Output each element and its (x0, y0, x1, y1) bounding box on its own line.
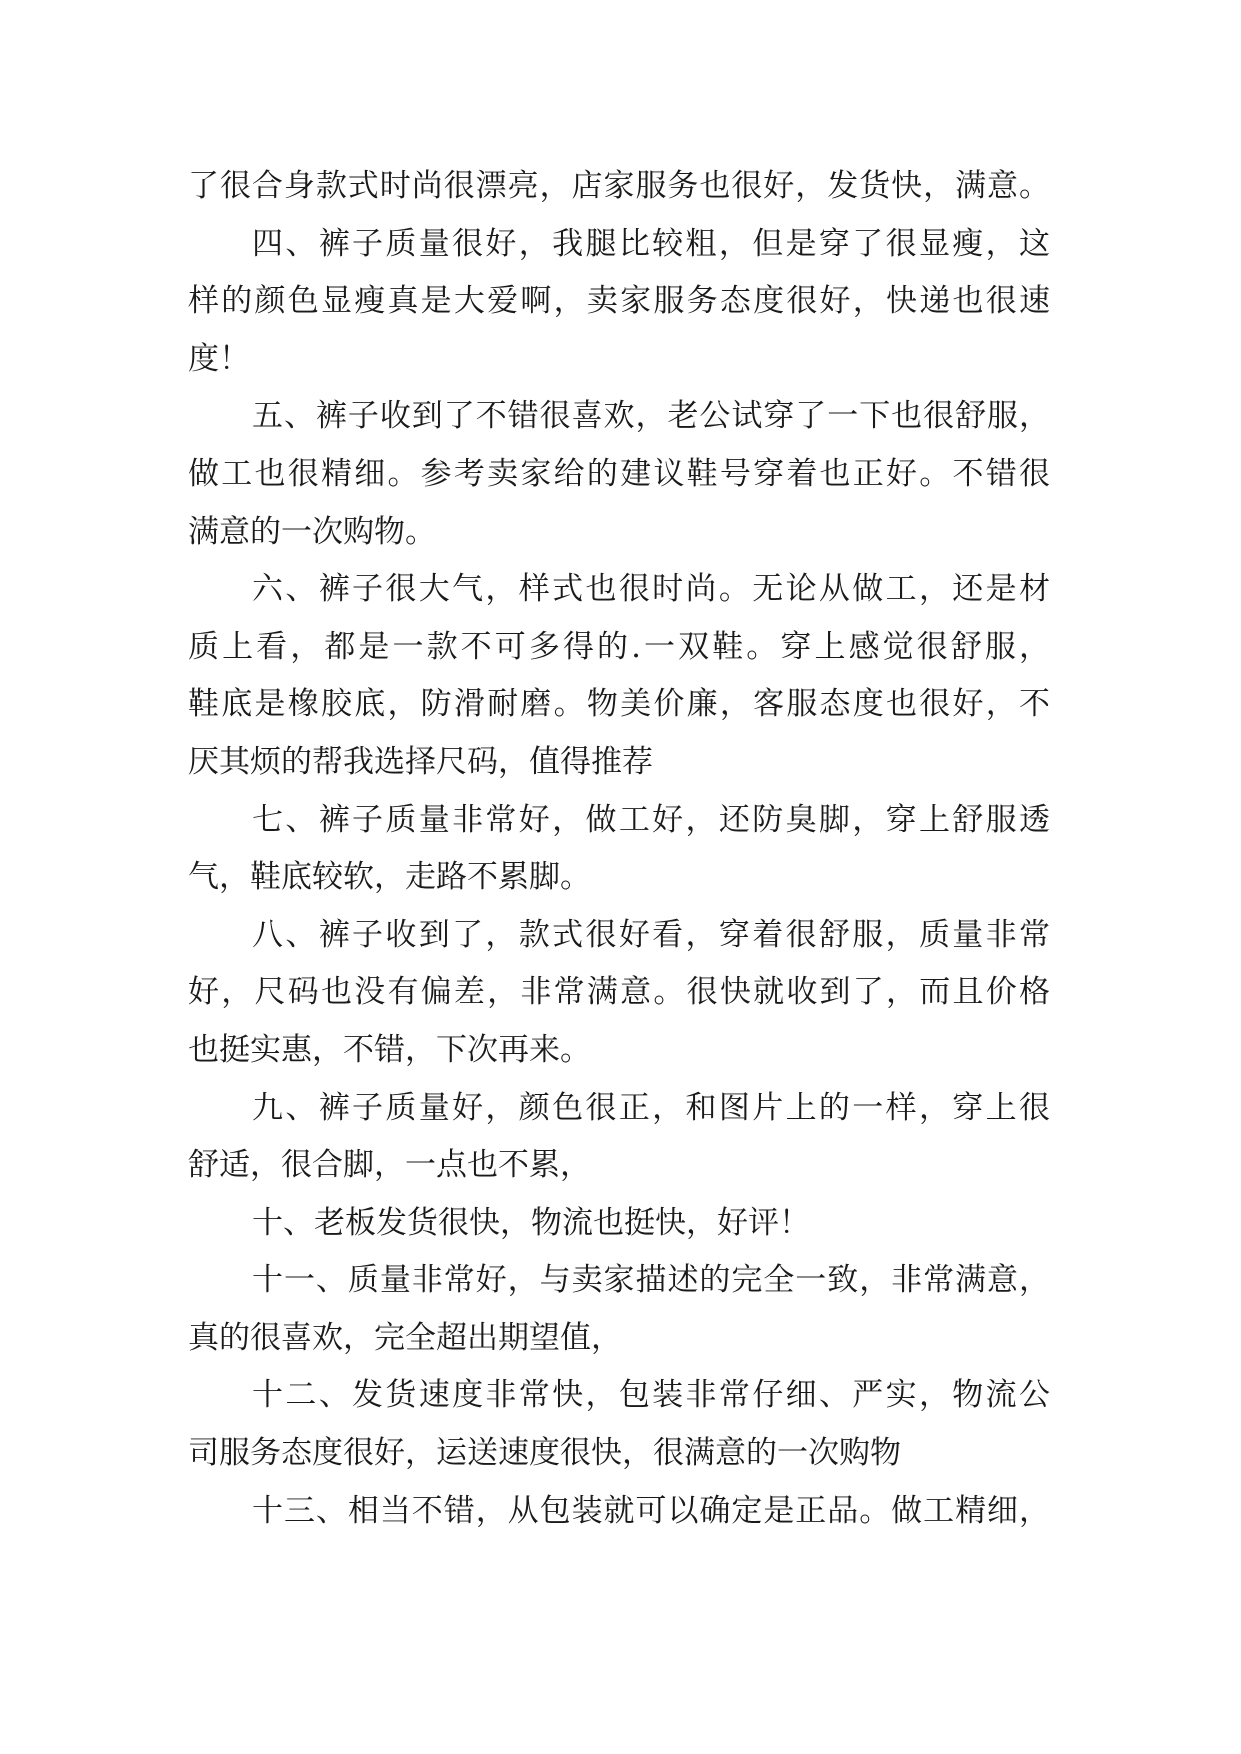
text-line: 气，鞋底较软，走路不累脚。 (188, 859, 591, 896)
text-line: 五、裤子收到了不错很喜欢，老公试穿了一下也很舒服， (252, 398, 1050, 435)
text-line: 八、裤子收到了，款式很好看，穿着很舒服，质量非常 (252, 916, 1050, 953)
text-line: 十三、相当不错，从包装就可以确定是正品。做工精细， (252, 1492, 1050, 1529)
text-line: 做工也很精细。参考卖家给的建议鞋号穿着也正好。不错很 (188, 455, 1050, 492)
text-line: 质上看，都是一款不可多得的.一双鞋。穿上感觉很舒服， (188, 628, 1050, 665)
text-line: 满意的一次购物。 (188, 513, 436, 550)
text-line: 度！ (188, 340, 250, 377)
text-line: 厌其烦的帮我选择尺码，值得推荐 (188, 743, 653, 780)
text-line: 九、裤子质量好，颜色很正，和图片上的一样，穿上很 (252, 1089, 1050, 1126)
text-line: 样的颜色显瘦真是大爱啊，卖家服务态度很好，快递也很速 (188, 283, 1050, 320)
text-line: 十、老板发货很快，物流也挺快，好评！ (252, 1204, 810, 1241)
document-body (188, 158, 1050, 1540)
text-line: 好，尺码也没有偏差，非常满意。很快就收到了，而且价格 (188, 974, 1050, 1011)
text-line: 鞋底是橡胶底，防滑耐磨。物美价廉，客服态度也很好，不 (188, 686, 1050, 723)
text-line: 也挺实惠，不错，下次再来。 (188, 1031, 591, 1068)
text-line: 十二、发货速度非常快，包装非常仔细、严实，物流公 (252, 1377, 1050, 1414)
text-line: 司服务态度很好，运送速度很快，很满意的一次购物 (188, 1435, 901, 1472)
text-line: 六、裤子很大气，样式也很时尚。无论从做工，还是材 (252, 571, 1050, 608)
text-line: 了很合身款式时尚很漂亮，店家服务也很好，发货快，满意。 (188, 168, 1050, 204)
text-line: 真的很喜欢，完全超出期望值， (188, 1319, 622, 1356)
text-line: 舒适，很合脚，一点也不累， (188, 1147, 591, 1184)
text-line: 四、裤子质量很好，我腿比较粗，但是穿了很显瘦，这 (252, 225, 1050, 262)
text-line: 七、裤子质量非常好，做工好，还防臭脚，穿上舒服透 (252, 801, 1050, 838)
text-line: 十一、质量非常好，与卖家描述的完全一致，非常满意， (252, 1262, 1050, 1299)
